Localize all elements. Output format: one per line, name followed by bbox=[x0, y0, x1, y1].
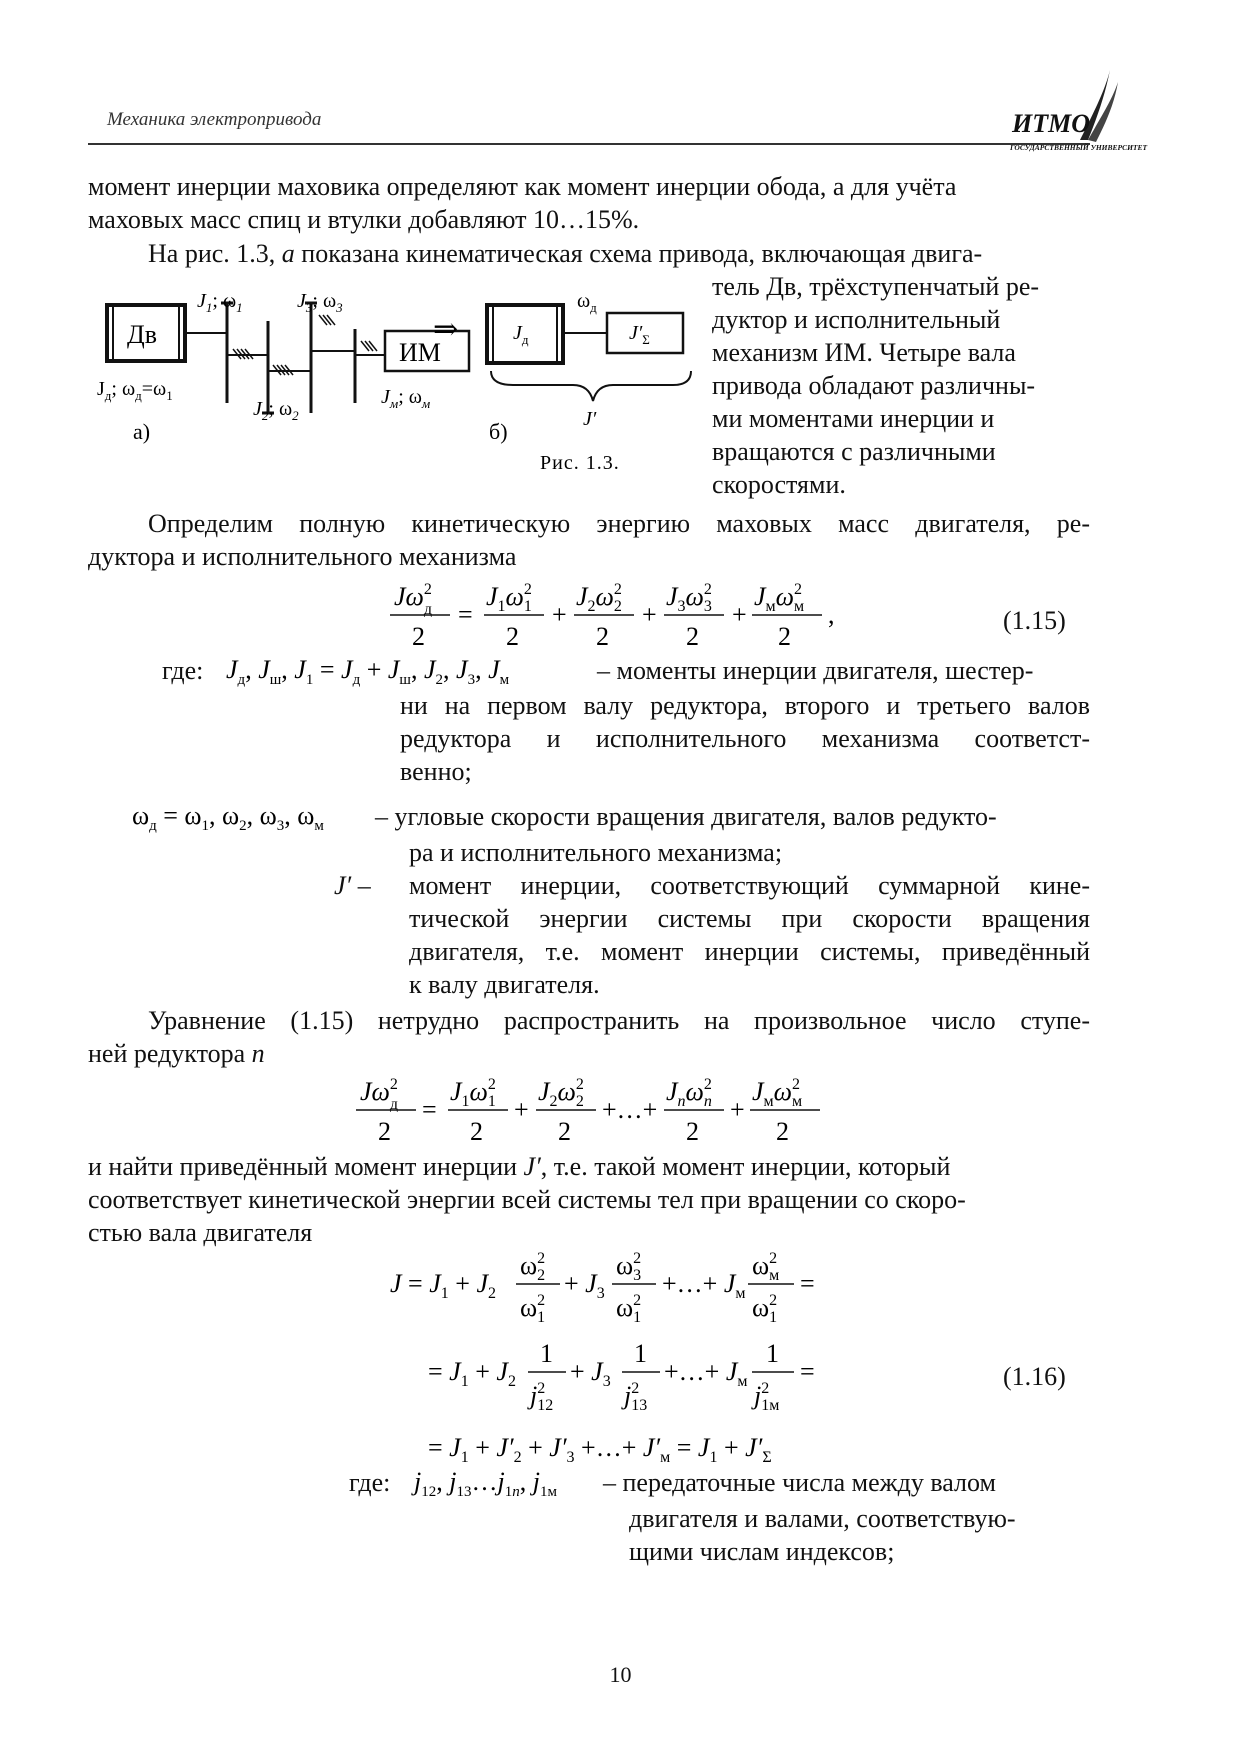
svg-text:Jд, Jш, J1 = Jд + Jш, J2, J3,: $J_д$, $J_ш$, $J_1 = J_д + J_ш$, $J_2$, $J_3$, $J_м$ bbox=[226, 655, 510, 688]
svg-text:2: 2 bbox=[596, 622, 609, 651]
svg-text:2: 2 bbox=[412, 622, 425, 651]
svg-text:Jω2д: $J\omega^2$ д bbox=[394, 581, 433, 618]
svg-text:2: 2 bbox=[686, 1117, 699, 1146]
svg-text:= J1 + J′2 + J′3 +…+ J′м = J1: = $J_1 + J'_2 + J'_3$ +…+ $J'_м = J_1 + J'_\Sigma$ bbox=[428, 1433, 772, 1466]
where3-line-2: двигателя, т.е. момент инерции системы, приведённый bbox=[409, 937, 1090, 966]
svg-text:+ J3: + $J_3$ bbox=[570, 1357, 611, 1390]
where3-symbol: J′ – bbox=[334, 871, 371, 900]
p4-n: n bbox=[251, 1039, 265, 1068]
svg-text:J1ω21: $J_1\omega^2$ 1 bbox=[486, 581, 532, 615]
where2-symbols bbox=[130, 796, 370, 836]
svg-text:1: 1 bbox=[766, 1339, 779, 1368]
where3-lines bbox=[409, 869, 1090, 1001]
p4-line2-text: ней редуктора bbox=[88, 1039, 252, 1068]
fig-label-b: б) bbox=[489, 419, 508, 444]
p2-side-line-5: вращаются с различными bbox=[712, 437, 996, 466]
svg-text:Jnω2n: $J_n\omega^2$ n bbox=[666, 1076, 712, 1110]
where1-cont-1: редуктора и исполнительного механизма соответст- bbox=[400, 724, 1090, 753]
p5-line1-sym: J′ bbox=[523, 1152, 541, 1181]
where3-line-0: момент инерции, соответствующий суммарной кине- bbox=[409, 871, 1090, 900]
brace bbox=[491, 371, 691, 401]
p1-line1: момент инерции маховика определяют как момент инерции обода, а для учёта bbox=[88, 172, 957, 201]
svg-text:J2ω22: $J_2\omega^2$ 2 bbox=[576, 581, 622, 615]
running-title: Механика электропривода bbox=[107, 109, 322, 130]
svg-text:J = J1 + J2: $J = J_1 + J_2$ bbox=[390, 1269, 496, 1302]
equation-1-15 bbox=[380, 575, 840, 653]
svg-text:Jм; ωм: $J_м$; $\omega_м$ bbox=[381, 386, 431, 411]
svg-text:J′: J′ bbox=[583, 408, 597, 430]
svg-text:+: + bbox=[642, 600, 657, 629]
where1-text: – моменты инерции двигателя, шестер- bbox=[597, 656, 1034, 685]
where3-line-3: к валу двигателя. bbox=[409, 970, 600, 999]
svg-text:J2; ω2: $J_2$; $\omega_2$ bbox=[253, 398, 299, 423]
where2-cont: ра и исполнительного механизма; bbox=[409, 838, 783, 867]
svg-text:J2ω22: $J_2\omega^2$ 2 bbox=[538, 1076, 584, 1110]
where4-label: где: bbox=[349, 1468, 391, 1497]
where1-cont-0: ни на первом валу редуктора, второго и третьего валов bbox=[400, 691, 1090, 720]
p2-side-line-4: ми моментами инерции и bbox=[712, 404, 995, 433]
p2-side-line-2: механизм ИМ. Четыре вала bbox=[712, 338, 1016, 367]
fig-label-a: а) bbox=[133, 419, 151, 444]
where1-symbols bbox=[222, 648, 602, 688]
where1-label: где: bbox=[162, 656, 204, 685]
svg-text:ωд: $\omega_д$ bbox=[577, 290, 597, 315]
svg-text:ω2м: $\omega^2$ м bbox=[752, 1250, 780, 1284]
svg-text:2: 2 bbox=[778, 622, 791, 651]
svg-text:j213: $j^2$ 13 bbox=[624, 1380, 648, 1414]
where4-symbols bbox=[412, 1460, 612, 1500]
svg-text:J1ω21: $J_1\omega^2$ 1 bbox=[450, 1076, 496, 1110]
p5-line1a: и найти приведённый момент инерции bbox=[88, 1152, 524, 1181]
svg-text:2: 2 bbox=[470, 1117, 483, 1146]
logo-text: ИТМО bbox=[1012, 109, 1090, 138]
svg-text:j212: $j^2$ 12 bbox=[530, 1380, 554, 1414]
where1-cont bbox=[400, 689, 1090, 788]
svg-text:ω21: $\omega^2$ 1 bbox=[616, 1292, 642, 1326]
svg-text:1: 1 bbox=[540, 1339, 553, 1368]
svg-text:2: 2 bbox=[686, 622, 699, 651]
logo-feather-2 bbox=[1088, 82, 1118, 142]
svg-text:J3; ω3: $J_3$; $\omega_3$ bbox=[297, 290, 343, 315]
svg-text:ω21: $\omega^2$ 1 bbox=[520, 1292, 546, 1326]
p2-side-line-3: привода обладают различны- bbox=[712, 371, 1036, 400]
svg-text:2: 2 bbox=[776, 1117, 789, 1146]
svg-text:+: + bbox=[732, 600, 747, 629]
eq-1-15-number: (1.15) bbox=[1003, 606, 1066, 635]
eq-1-16-number: (1.16) bbox=[1003, 1362, 1066, 1391]
p2-side-line-1: дуктор и исполнительный bbox=[712, 305, 1001, 334]
fig-caption: Рис. 1.3. bbox=[540, 452, 620, 474]
svg-text:1: 1 bbox=[634, 1339, 647, 1368]
svg-text:+: + bbox=[552, 600, 567, 629]
where2-text: – угловые скорости вращения двигателя, валов редукто- bbox=[375, 802, 997, 831]
svg-text:J1; ω1: $J_1$; $\omega_1$ bbox=[197, 290, 243, 315]
where1-cont-2: венно; bbox=[400, 757, 472, 786]
motor-inertia-label: $J_д$; $\omega_д=\omega_1$ bbox=[97, 378, 173, 403]
p2-side-line-0: тель Дв, трёхступенчатый ре- bbox=[712, 272, 1040, 301]
svg-text:+…+ Jм: +…+ $J_м$ bbox=[664, 1357, 748, 1390]
svg-text:,: , bbox=[828, 600, 835, 629]
p2-intro-a: На рис. 1.3, bbox=[148, 239, 282, 268]
svg-text:= J1 + J2: = $J_1 + J_2$ bbox=[428, 1357, 516, 1390]
where4-text: – передаточные числа между валом bbox=[603, 1468, 996, 1497]
svg-text:ωд = ω1, ω2, ω3, ωм: $\omega_д = \omega_1$, $\omega_2$, $\omega_3$, $\omega_м$ bbox=[132, 801, 324, 834]
p2-intro-b: показана кинематическая схема привода, включающая двига- bbox=[294, 239, 983, 268]
svg-text:ω21: $\omega^2$ 1 bbox=[752, 1292, 778, 1326]
p2-intro bbox=[148, 237, 982, 270]
svg-text:+: + bbox=[514, 1095, 529, 1124]
svg-text:j12, j13…j1n, j1м: $j_{12}$, $j_{13}\dots j_1n$, $j_{1м}$ bbox=[414, 1467, 557, 1500]
mechanism-label: ИМ bbox=[399, 338, 441, 367]
p5-line1b: , т.е. такой момент инерции, который bbox=[540, 1152, 951, 1181]
where4-cont-0: двигателя и валами, соответствую- bbox=[629, 1504, 1016, 1533]
where3-line-1: тической энергии системы при скорости вращения bbox=[409, 904, 1090, 933]
svg-text:+…+: +…+ bbox=[602, 1095, 658, 1124]
svg-text:=: = bbox=[800, 1269, 815, 1298]
header-rule bbox=[88, 143, 1090, 145]
p1-line2: маховых масс спиц и втулки добавляют 10…15%. bbox=[88, 205, 640, 234]
p2-side-text bbox=[712, 270, 1090, 501]
svg-text:Jω2д: $J\omega^2$ д bbox=[360, 1076, 399, 1113]
svg-text:+ J3: + $J_3$ bbox=[564, 1269, 605, 1302]
equation-general bbox=[350, 1070, 830, 1148]
logo-subtitle: ГОСУДАРСТВЕННЫЙ УНИВЕРСИТЕТ bbox=[1010, 143, 1148, 152]
p2-intro-italic: а bbox=[281, 239, 295, 268]
motor-label: Дв bbox=[127, 320, 158, 349]
svg-text:+…+ Jм: +…+ $J_м$ bbox=[662, 1269, 746, 1302]
kinematic-diagram bbox=[93, 290, 693, 474]
svg-text:Jмω2м: $J_м\omega^2$ м bbox=[752, 1076, 803, 1110]
svg-text:J3ω23: $J_3\omega^2$ 3 bbox=[666, 581, 712, 615]
p5-line3: стью вала двигателя bbox=[88, 1218, 313, 1247]
fig-arrow: ⇒ bbox=[433, 313, 459, 346]
p3-line1: Определим полную кинетическую энергию маховых масс двигателя, ре- bbox=[148, 509, 1090, 538]
svg-text:2: 2 bbox=[378, 1117, 391, 1146]
p2-side-line-6: скоростями. bbox=[712, 470, 846, 499]
svg-text:ω23: $\omega^2$ 3 bbox=[616, 1250, 642, 1284]
svg-text:+: + bbox=[730, 1095, 745, 1124]
p3-line2: дуктора и исполнительного механизма bbox=[88, 542, 517, 571]
svg-text:2: 2 bbox=[558, 1117, 571, 1146]
svg-text:J′Σ: $J'_\Sigma$ bbox=[629, 322, 650, 347]
p5-line2: соответствует кинетической энергии всей системы тел при вращении со скоро- bbox=[88, 1185, 966, 1214]
svg-text:=: = bbox=[458, 600, 473, 629]
svg-text:=: = bbox=[800, 1357, 815, 1386]
p4-line1: Уравнение (1.15) нетрудно распространить на произвольное число ступе- bbox=[148, 1006, 1090, 1035]
itmo-logo bbox=[1010, 70, 1148, 156]
svg-text:Jмω2м: $J_м\omega^2$ м bbox=[754, 581, 805, 615]
p4-line2 bbox=[88, 1037, 265, 1070]
page-number: 10 bbox=[609, 1662, 632, 1687]
where4-cont bbox=[629, 1502, 1016, 1568]
svg-text:j21м: $j^2$ 1м bbox=[754, 1380, 780, 1414]
svg-text:=: = bbox=[422, 1095, 437, 1124]
p5-line1 bbox=[88, 1150, 950, 1183]
svg-text:ω22: $\omega^2$ 2 bbox=[520, 1250, 546, 1284]
where4-cont-1: щими числам индексов; bbox=[629, 1537, 895, 1566]
svg-text:2: 2 bbox=[506, 622, 519, 651]
svg-text:Jд: $J_д$ bbox=[513, 322, 529, 347]
